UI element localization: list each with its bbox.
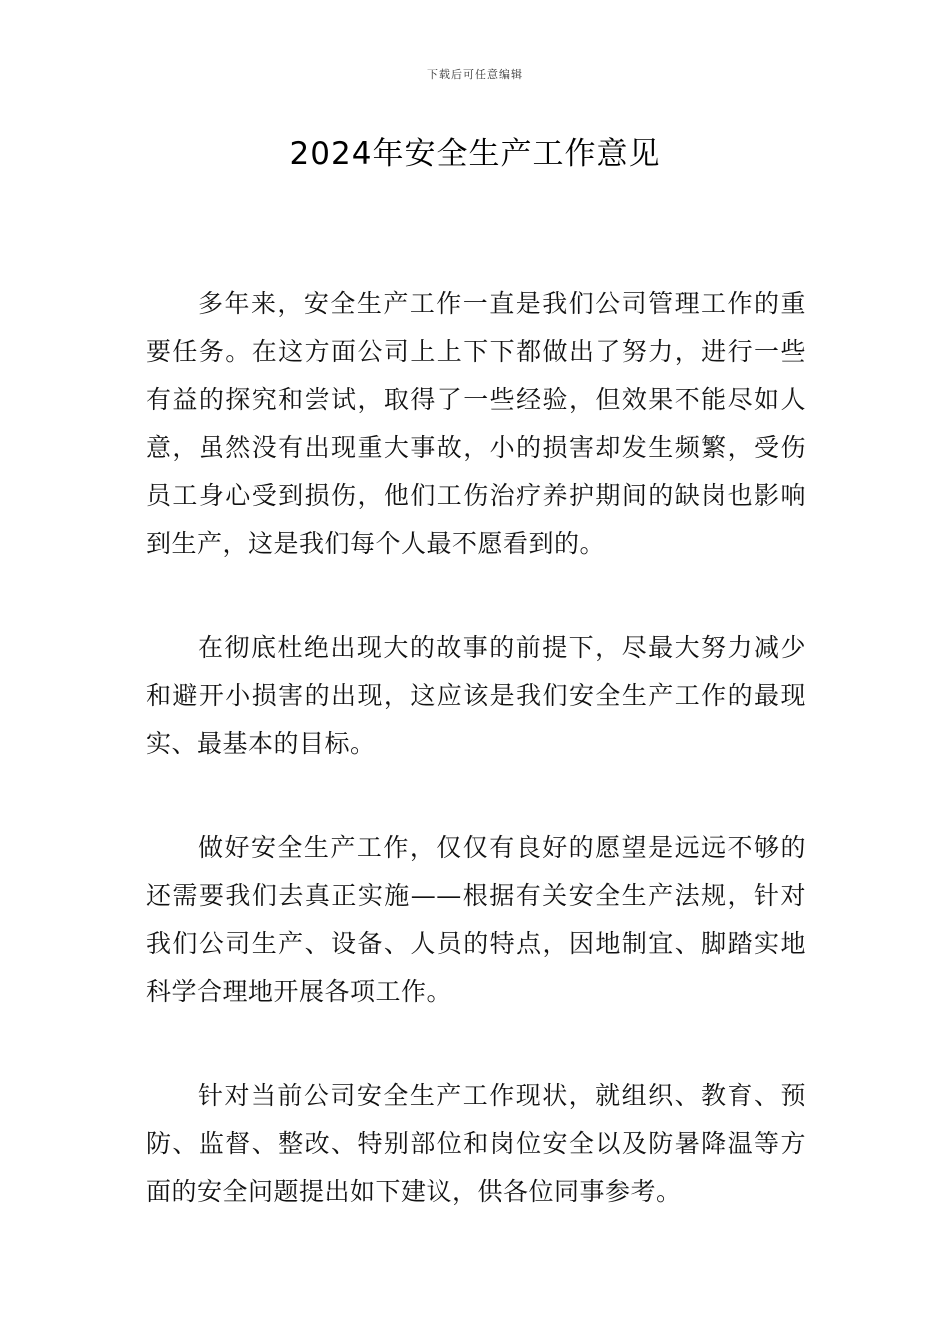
paragraph-2: 在彻底杜绝出现大的故事的前提下，尽最大努力减少和避开小损害的出现，这应该是我们安全生产工作的最现实、最基本的目标。 [146,633,806,758]
document-title: 2024年安全生产工作意见 [289,136,661,172]
paragraph-3: 做好安全生产工作，仅仅有良好的愿望是远远不够的还需要我们去真正实施——根据有关安全生产法规，针对我们公司生产、设备、人员的特点，因地制宜、脚踏实地科学合理地开展各项工作。 [146,833,806,1006]
header-note: 下载后可任意编辑 [427,68,523,81]
document-body [146,280,806,1272]
paragraph-1: 多年来，安全生产工作一直是我们公司管理工作的重要任务。在这方面公司上上下下都做出了努力，进行一些有益的探究和尝试，取得了一些经验，但效果不能尽如人意，虽然没有出现重大事故，小的损害却发生频繁，受伤员工身心受到损伤，他们工伤治疗养护期间的缺岗也影响到生产，这是我们每个人最不愿看到的。 [146,289,806,558]
paragraph-4: 针对当前公司安全生产工作现状，就组织、教育、预防、监督、整改、特别部位和岗位安全以及防暑降温等方面的安全问题提出如下建议，供各位同事参考。 [146,1081,806,1206]
